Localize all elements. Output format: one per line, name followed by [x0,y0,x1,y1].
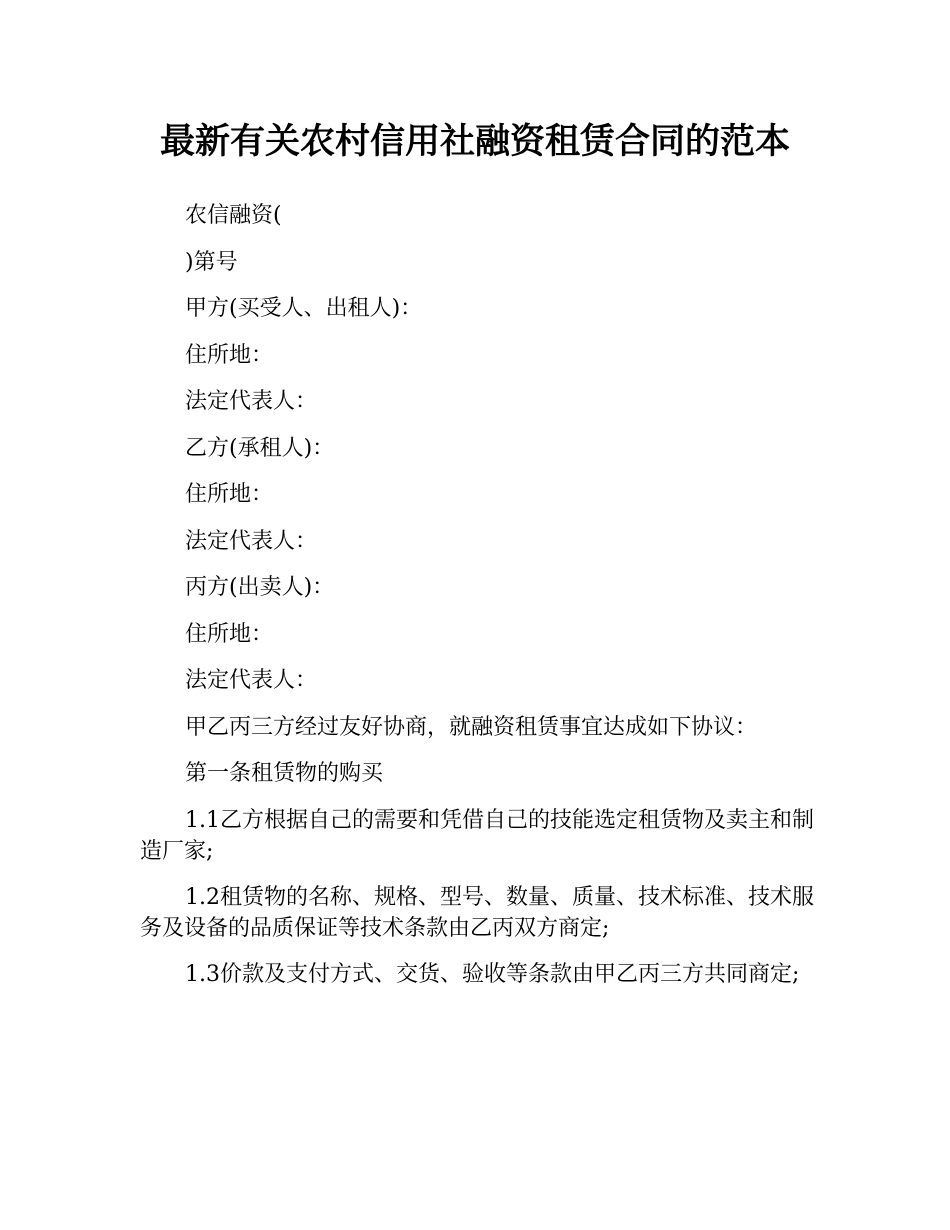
document-body [140,200,820,1005]
paragraph-party-a-representative: 法定代表人： [185,389,318,414]
paragraph-clause-1-1: 1.1乙方根据自己的需要和凭借自己的技能选定租赁物及卖主和制造厂家; [140,807,814,864]
paragraph-article-1-heading: 第一条租赁物的购买 [185,761,384,786]
paragraph-party-c-address: 住所地： [185,621,274,647]
paragraph-party-c: 丙方(出卖人)： [185,575,335,600]
document-title: 最新有关农村信用社融资租赁合同的范本 [159,122,790,162]
paragraph-clause-1-2: 1.2租赁物的名称、规格、型号、数量、质量、技术标准、技术服务及设备的品质保证等技术条款由乙丙双方商定; [140,884,814,941]
paragraph-party-b-address: 住所地： [185,482,274,507]
paragraph-party-b: 乙方(承租人)： [185,435,335,461]
paragraph-party-b-representative: 法定代表人： [185,528,318,554]
paragraph-party-a: 甲方(买受人、出租人)： [185,296,423,321]
paragraph-party-a-address: 住所地： [185,342,274,368]
paragraph-agreement-intro: 甲乙丙三方经过友好协商，就融资租赁事宜达成如下协议： [185,714,758,740]
paragraph-party-c-representative: 法定代表人： [185,668,318,693]
paragraph-ref-line-1: 农信融资( [185,203,282,228]
paragraph-clause-1-3: 1.3价款及支付方式、交货、验收等条款由甲乙丙三方共同商定; [185,961,800,987]
paragraph-ref-line-2: )第号 [185,249,238,275]
